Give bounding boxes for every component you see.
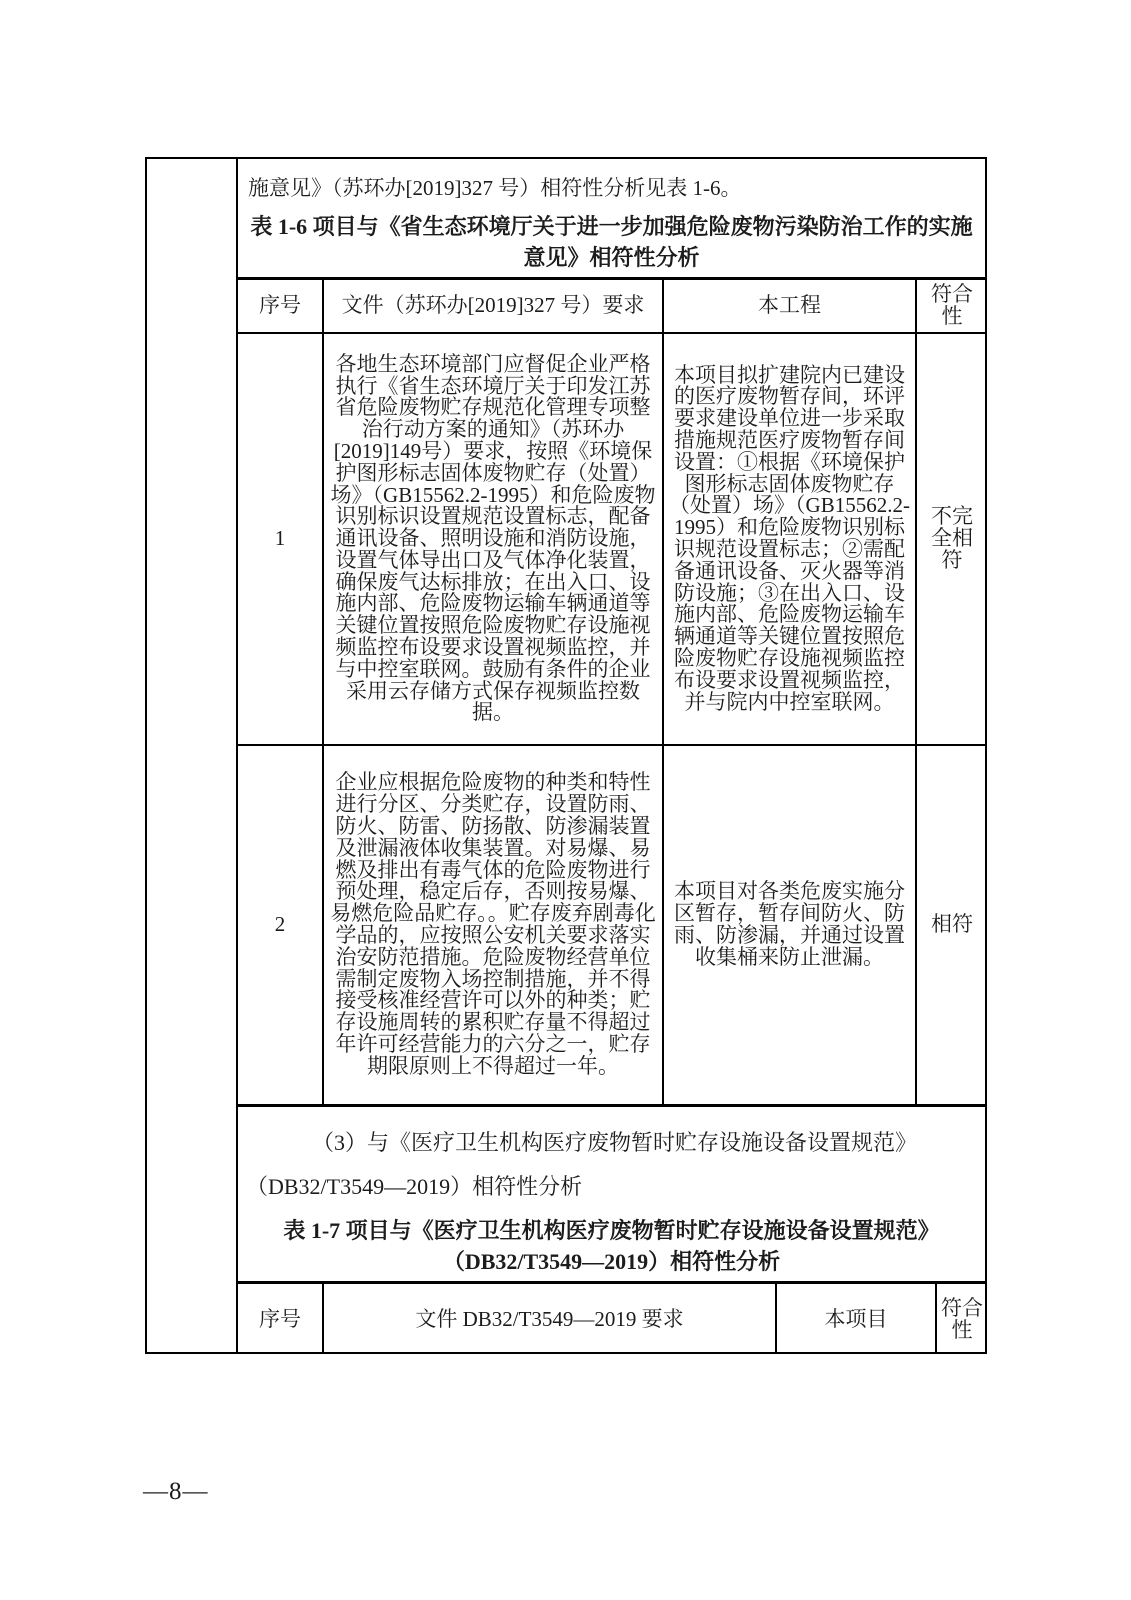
table-1-7-header-project: 本项目 [777, 1284, 937, 1352]
table-row [238, 746, 985, 1104]
table-1-6-caption: 表 1-6 项目与《省生态环境厅关于进一步加强危险废物污染防治工作的实施意见》相符性分析 [250, 214, 973, 270]
section-paragraph-line-2: （DB32/T3549—2019）相符性分析 [246, 1174, 583, 1199]
table-1-7-caption-line-2: （DB32/T3549—2019）相符性分析 [442, 1249, 781, 1274]
report-form-frame [145, 157, 987, 1354]
form-side-column-empty [147, 159, 238, 1352]
table-1-6-header-index: 序号 [238, 280, 324, 332]
table-1-6-header-row [238, 280, 985, 334]
table-1-7-header-index: 序号 [238, 1284, 324, 1352]
row-index-cell: 2 [238, 746, 324, 1104]
row-requirement-cell: 企业应根据危险废物的种类和特性进行分区、分类贮存，设置防雨、防火、防雷、防扬散、防渗漏装置及泄漏液体收集装置。对易爆、易燃及排出有毒气体的危险废物进行预处理，稳定后存，否则按易爆、易燃危险品贮存。。贮存废弃剧毒化学品的，应按照公安机关要求落实治安防范措施。危险废物经营单位需制定废物入场控制措施，并不得接受核准经营许可以外的种类；贮存设施周转的累积贮存量不得超过年许可经营能力的六分之一，贮存期限原则上不得超过一年。 [324, 746, 664, 1104]
intro-paragraph: 施意见》（苏环办[2019]327 号）相符性分析见表 1-6。 [248, 176, 742, 200]
table-1-7-caption [238, 1215, 985, 1277]
table-1-6-header-project: 本工程 [664, 280, 917, 332]
section-paragraph-line-1: （3）与《医疗卫生机构医疗废物暂时贮存设施设备设置规范》 [312, 1130, 918, 1155]
table-1-6-header-compliance: 符合性 [931, 282, 973, 328]
table-1-6 [238, 277, 985, 1107]
row-project-cell: 本项目拟扩建院内已建设的医疗废物暂存间，环评要求建设单位进一步采取措施规范医疗废物暂存间设置：①根据《环境保护图形标志固体废物贮存（处置）场》（GB15562.2-1995）和危险废物识别标识规范设置标志；②需配备通讯设备、灭火器等消防设施；③在出入口、设施内部、危险废物运输车辆通道等关键位置按照危险废物贮存设施视频监控布设要求设置视频监控，并与院内中控室联网。 [664, 334, 917, 744]
table-row [238, 334, 985, 746]
page-number: —8— [143, 1478, 209, 1505]
section-paragraph [238, 1121, 985, 1209]
table-1-7 [238, 1281, 985, 1352]
row-project-cell: 本项目对各类危废实施分区暂存，暂存间防火、防雨、防渗漏，并通过设置收集桶来防止泄漏。 [664, 746, 917, 1104]
row-requirement-cell: 各地生态环境部门应督促企业严格执行《省生态环境厅关于印发江苏省危险废物贮存规范化管理专项整治行动方案的通知》（苏环办[2019]149号）要求，按照《环境保护图形标志固体废物贮存（处置）场》（GB15562.2-1995）和危险废物识别标识设置规范设置标志，配备通讯设备、照明设施和消防设施，设置气体导出口及气体净化装置，确保废气达标排放；在出入口、设施内部、危险废物运输车辆通道等关键位置按照危险废物贮存设施视频监控布设要求设置视频监控，并与中控室联网。鼓励有条件的企业采用云存储方式保存视频监控数据。 [324, 334, 664, 744]
row-compliance-cell: 不完全相符 [931, 504, 973, 572]
table-1-6-header-requirement: 文件（苏环办[2019]327 号）要求 [324, 280, 664, 332]
row-compliance-cell: 相符 [931, 912, 973, 937]
table-1-7-header-compliance: 符合性 [941, 1295, 983, 1342]
row-index-cell: 1 [238, 334, 324, 744]
table-1-7-header-requirement: 文件 DB32/T3549—2019 要求 [324, 1284, 777, 1352]
form-content-area [238, 159, 985, 1352]
table-1-7-caption-line-1: 表 1-7 项目与《医疗卫生机构医疗废物暂时贮存设施设备设置规范》 [283, 1218, 940, 1243]
table-1-7-header-row [238, 1284, 985, 1352]
